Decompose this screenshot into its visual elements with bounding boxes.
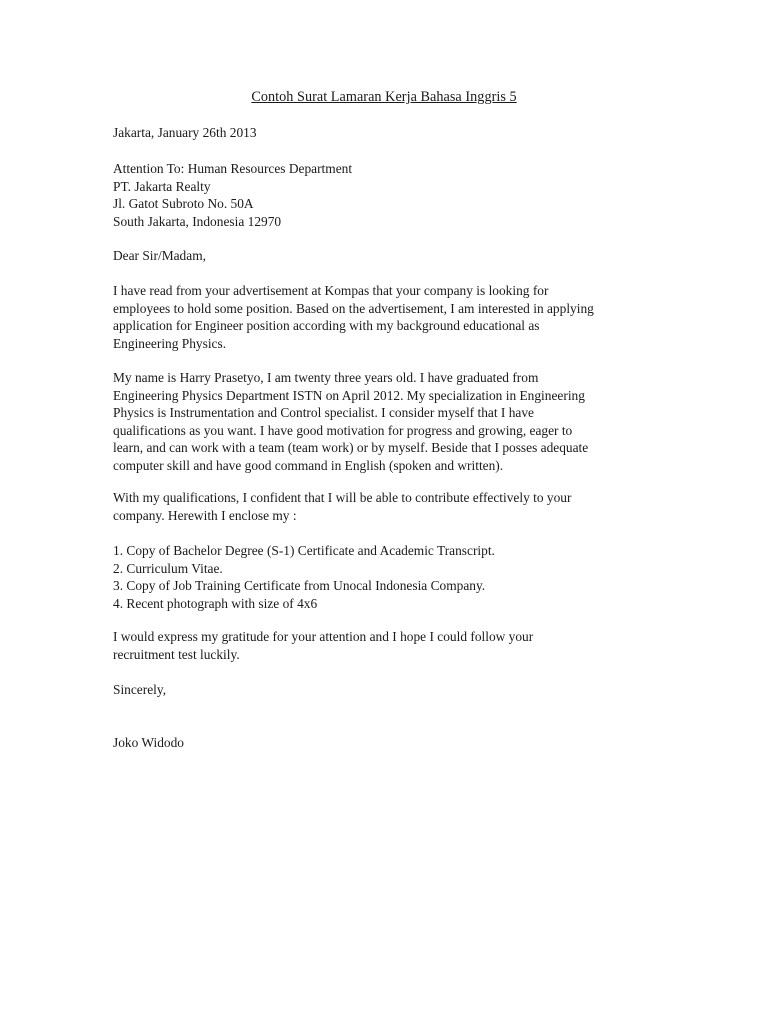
paragraph-line: I would express my gratitude for your attention and I hope I could follow your — [113, 629, 534, 644]
recipient-attention: Attention To: Human Resources Department — [113, 161, 353, 176]
recipient-company: PT. Jakarta Realty — [113, 178, 211, 194]
paragraph-line: Engineering Physics. — [113, 335, 227, 351]
paragraph-line: computer skill and have good command in English (spoken and written). — [113, 457, 504, 473]
paragraph-line: recruitment test luckily. — [113, 646, 240, 662]
paragraph-gratitude — [113, 628, 673, 663]
list-item: 1. Copy of Bachelor Degree (S-1) Certificate and Academic Transcript. — [113, 543, 495, 558]
paragraph-line: My name is Harry Prasetyo, I am twenty three years old. I have graduated from — [113, 370, 539, 385]
paragraph-line: employees to hold some position. Based on the advertisement, I am interested in applying — [113, 300, 594, 316]
recipient-street: Jl. Gatot Subroto No. 50A — [113, 196, 254, 212]
paragraph-line: qualifications as you want. I have good motivation for progress and growing, eager to — [113, 422, 573, 438]
document-title: Contoh Surat Lamaran Kerja Bahasa Inggris 5 — [251, 89, 517, 105]
enclosure-list — [113, 542, 495, 612]
paragraph-line: I have read from your advertisement at Kompas that your company is looking for — [113, 283, 549, 298]
paragraph-line: Engineering Physics Department ISTN on April 2012. My specialization in Engineering — [113, 387, 585, 403]
recipient-city: South Jakarta, Indonesia 12970 — [113, 213, 282, 229]
paragraph-background — [113, 369, 673, 475]
paragraph-qualifications — [113, 489, 673, 524]
paragraph-line: learn, and can work with a team (team work) or by myself. Beside that I posses adequate — [113, 440, 589, 456]
paragraph-line: company. Herewith I enclose my : — [113, 507, 297, 523]
paragraph-intro — [113, 282, 673, 352]
signature-name: Joko Widodo — [113, 735, 185, 750]
list-item: 3. Copy of Job Training Certificate from Unocal Indonesia Company. — [113, 578, 486, 594]
list-item: 2. Curriculum Vitae. — [113, 560, 223, 576]
list-item: 4. Recent photograph with size of 4x6 — [113, 595, 318, 611]
paragraph-line: Physics is Instrumentation and Control specialist. I consider myself that I have — [113, 405, 534, 421]
paragraph-line: With my qualifications, I confident that I will be able to contribute effectively to your — [113, 490, 572, 505]
closing: Sincerely, — [113, 682, 167, 697]
paragraph-line: application for Engineer position according with my background educational as — [113, 318, 540, 334]
letter-date: Jakarta, January 26th 2013 — [113, 125, 257, 140]
salutation: Dear Sir/Madam, — [113, 248, 206, 263]
